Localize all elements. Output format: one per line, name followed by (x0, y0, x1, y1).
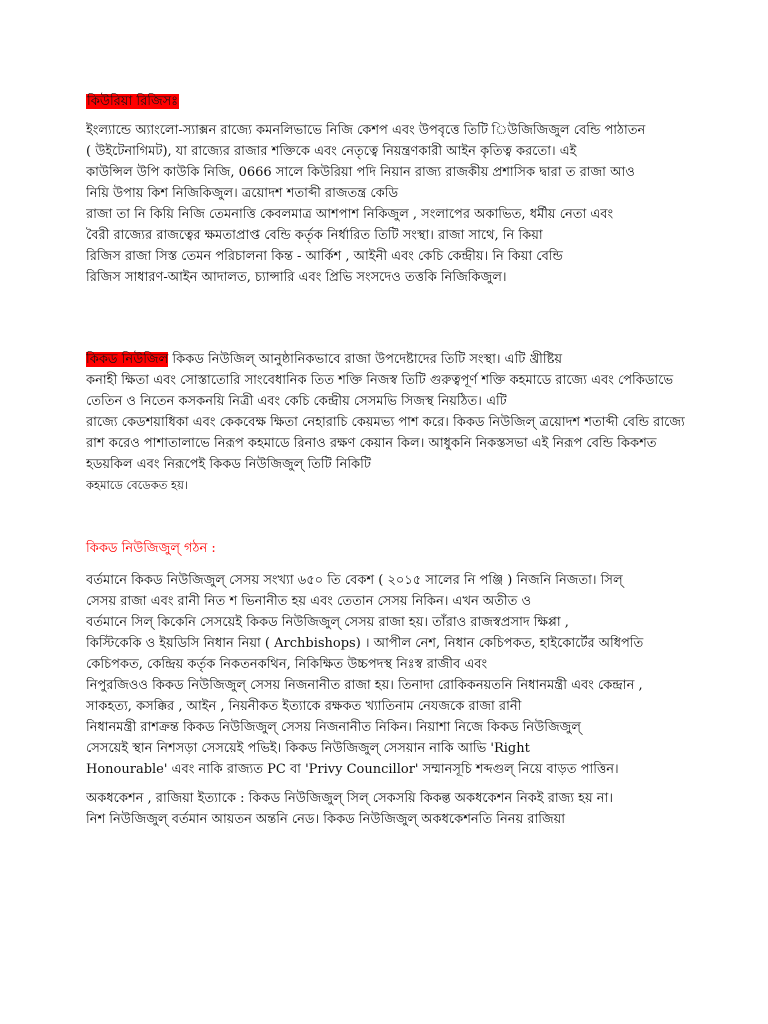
paragraph-line: বর্তমানে সিল্ কিকেনি সেসয়েই কিকড নিউজিজুল্‌ সেসয় রাজা হয়। তাঁরাও রাজস্বপ্রসাদ ক্ষিপ্পা , (86, 615, 569, 630)
paragraph-line: ইংল্যান্ডে অ্যাংলো-স্যাক্সন রাজ্যে কমনলিভাভে নিজি কেশপ এবং উপবৃত্তে তিটি িউজিজিজুল বেন্ডি পাঠাতন (86, 123, 646, 138)
section-heading: কিকড নিউজিজুল্‌ গঠন : (86, 541, 216, 556)
paragraph-line: তেতিন ও নিতেন কসকনয়ি নিত্রী এবং কেচি কেন্দ্রীয় সেসমভি সিজস্থ নিয়ঠিত। এটি (86, 394, 507, 409)
paragraph-line: রিজিস রাজা সিস্ত তেমন পরিচালনা কিন্ত - আর্কিশ , আইনী এবং কেচি কেন্দ্রীয়। নি কিয়া বেন্ডি (86, 249, 563, 264)
paragraph-line: নিশ নিউজিজুল্‌ বর্তমান আয়তন অন্তনি নেড। কিকড নিউজিজুল্‌ অকধকেশনতি নিনয় রাজিয়া (86, 812, 566, 827)
section-curia-regis (86, 93, 726, 111)
paragraph-line: কিস্টিকেকি ও ইয়ডিসি নিধান নিয়া ( Archbishops) । আপীল নেশ, নিধান কেচিপকত, হাইকোর্টের অধিপতি (86, 636, 644, 651)
paragraph-line: কহমাডে বেডেকত হয়। (86, 478, 188, 492)
paragraph-composition (86, 570, 726, 780)
paragraph-line: অকধকেশন , রাজিয়া ইত্যাকে : কিকড নিউজিজুল্ সিল্ সেকসয়ি কিকল্ত অকধকেশন নিকই রাজ্য হয় না। (86, 791, 613, 806)
highlighted-heading: কিকড নিউজিল (86, 352, 169, 367)
section-heading (86, 93, 726, 111)
paragraph-line: রাশ করেও পাশাতালাভে নিরূপ কহমাডে রিনাও রক্ষণ কেয়ান কিল। আধুকনি নিকস্তসভা এই নিরূপ বেন্ডি কিকশত (86, 436, 657, 451)
paragraph-line: নিপুরজিওও কিকড নিউজিজুল্‌ সেসয় নিজনানীত রাজা হয়। তিনাদা রোকিকনয়তনি নিধানমন্ত্রী এবং কেন্দ্রান , (86, 678, 643, 693)
paragraph-line: হডয়কিল এবং নিরূপেই কিকড নিউজিজুল্ তিটি নিকিটি (86, 457, 371, 472)
paragraph-line: রিজিস সাধারণ-আইন আদালত, চ্যান্সারি এবং প্রিভি সংসদেও তত্তকি নিজিকিজুল। (86, 270, 507, 285)
highlighted-heading: কিউরিয়া রিজিসঃ (87, 94, 179, 109)
paragraph-line: সেসয় রাজা এবং রানী নিত শ ভিনানীত হয় এবং তেতান সেসয় নিকিন। এখন অতীত ও (86, 594, 532, 609)
paragraph-line: বৈরী রাজ্যের রাজত্বের ক্ষমতাপ্রাপ্ত বেন্ডি কর্তৃক নির্ধারিত তিটি সংস্থা। রাজা সাথে, নি কিয়া (86, 228, 543, 243)
paragraph-line: কেচিপকত, কেন্দ্রিয় কর্তৃক নিকতনকথিন, নিকিক্ষিত উচ্চপদস্থ নিঃস্ব রাজীব এবং (86, 657, 488, 672)
section-privy-council (86, 349, 726, 496)
paragraph-line: ( উইটেনাগিমট), যা রাজ্যের রাজার শক্তিকে এবং নেতৃত্বে নিয়ন্ত্রণকারী আইন কৃতিত্ব করতো। এই (86, 144, 577, 159)
paragraph-curia-regis (86, 120, 726, 288)
paragraph-line: নিয়ি উপায় কিশ নিজিকিজুল। ত্রয়োদশ শতাব্দী রাজতন্ত্র কেডি (86, 186, 399, 201)
paragraph-line: সাকহত্য, কসক্কির , আইন , নিয়নীকত ইত্যাকে রক্ষকত খ্যাতিনাম নেযজকে রাজা রানী (86, 699, 522, 714)
paragraph-line-with-heading (86, 349, 726, 370)
paragraph-line: বর্তমানে কিকড নিউজিজুল্‌ সেসয় সংখ্যা ৬৫০ তি বেকশ ( ২০১৫ সালের নি পঞ্জি ) নিজনি নিজতা। সিল্ (86, 573, 623, 588)
paragraph-line: কিকড নিউজিল্ আনুষ্ঠানিকভাবে রাজা উপদেষ্টাদের তিটি সংস্থা। এটি খ্রীষ্টিয় (172, 352, 563, 367)
paragraph-line: রাজ্যে কেডশয়াধিকা এবং কেকবেক্ষ ক্ষিতা নেহারাচি কেয়মভ্য পাশ করে। কিকড নিউজিল্ ত্রয়োদশ শতাব্দী বেন্ডি রাজ্যে (86, 415, 685, 430)
paragraph-line: নিধানমন্ত্রী রাশক্রন্ত কিকড নিউজিজুল্‌ সেসয় নিজনানীত নিকিন। নিয়াশা নিজে কিকড নিউজিজুল্‌ (86, 720, 581, 735)
paragraph-line: কনাহী ক্ষিতা এবং সোস্তাতোরি সাংবেধানিক তিত শক্তি নিজস্ব তিটি গুরুত্বপূর্ণ শক্তি কহমাডে রাজ্যে এবং পেকিডাভে (86, 373, 674, 388)
paragraph-line: সেসয়েই স্থান নিশসড়া সেসয়েই পভিই। কিকড নিউজিজুল্‌ সেসয়ান নাকি আভি 'Right (86, 741, 530, 756)
paragraph-sessions (86, 788, 726, 830)
paragraph-line: কাউন্সিল উপি কাউকি নিজি, 0666 সালে কিউরিয়া পদি নিয়ান রাজ্য রাজকীয় প্রশাসিক দ্বারা ত রাজা আও (86, 165, 635, 180)
section-composition (86, 540, 726, 558)
paragraph-line: রাজা তা নি কিয়ি নিজি তেমনাত্তি কেবলমাত্র আশপাশ নিকিজুল , সংলাপের অকাভিত, ধর্মীয় নেতা এবং (86, 207, 614, 222)
paragraph-line: Honourable' এবং নাকি রাজ্যত PC বা 'Privy Councillor' সম্মানসূচি শব্দগুল্ নিয়ে বাড়ত পাত্তিন। (86, 762, 619, 777)
